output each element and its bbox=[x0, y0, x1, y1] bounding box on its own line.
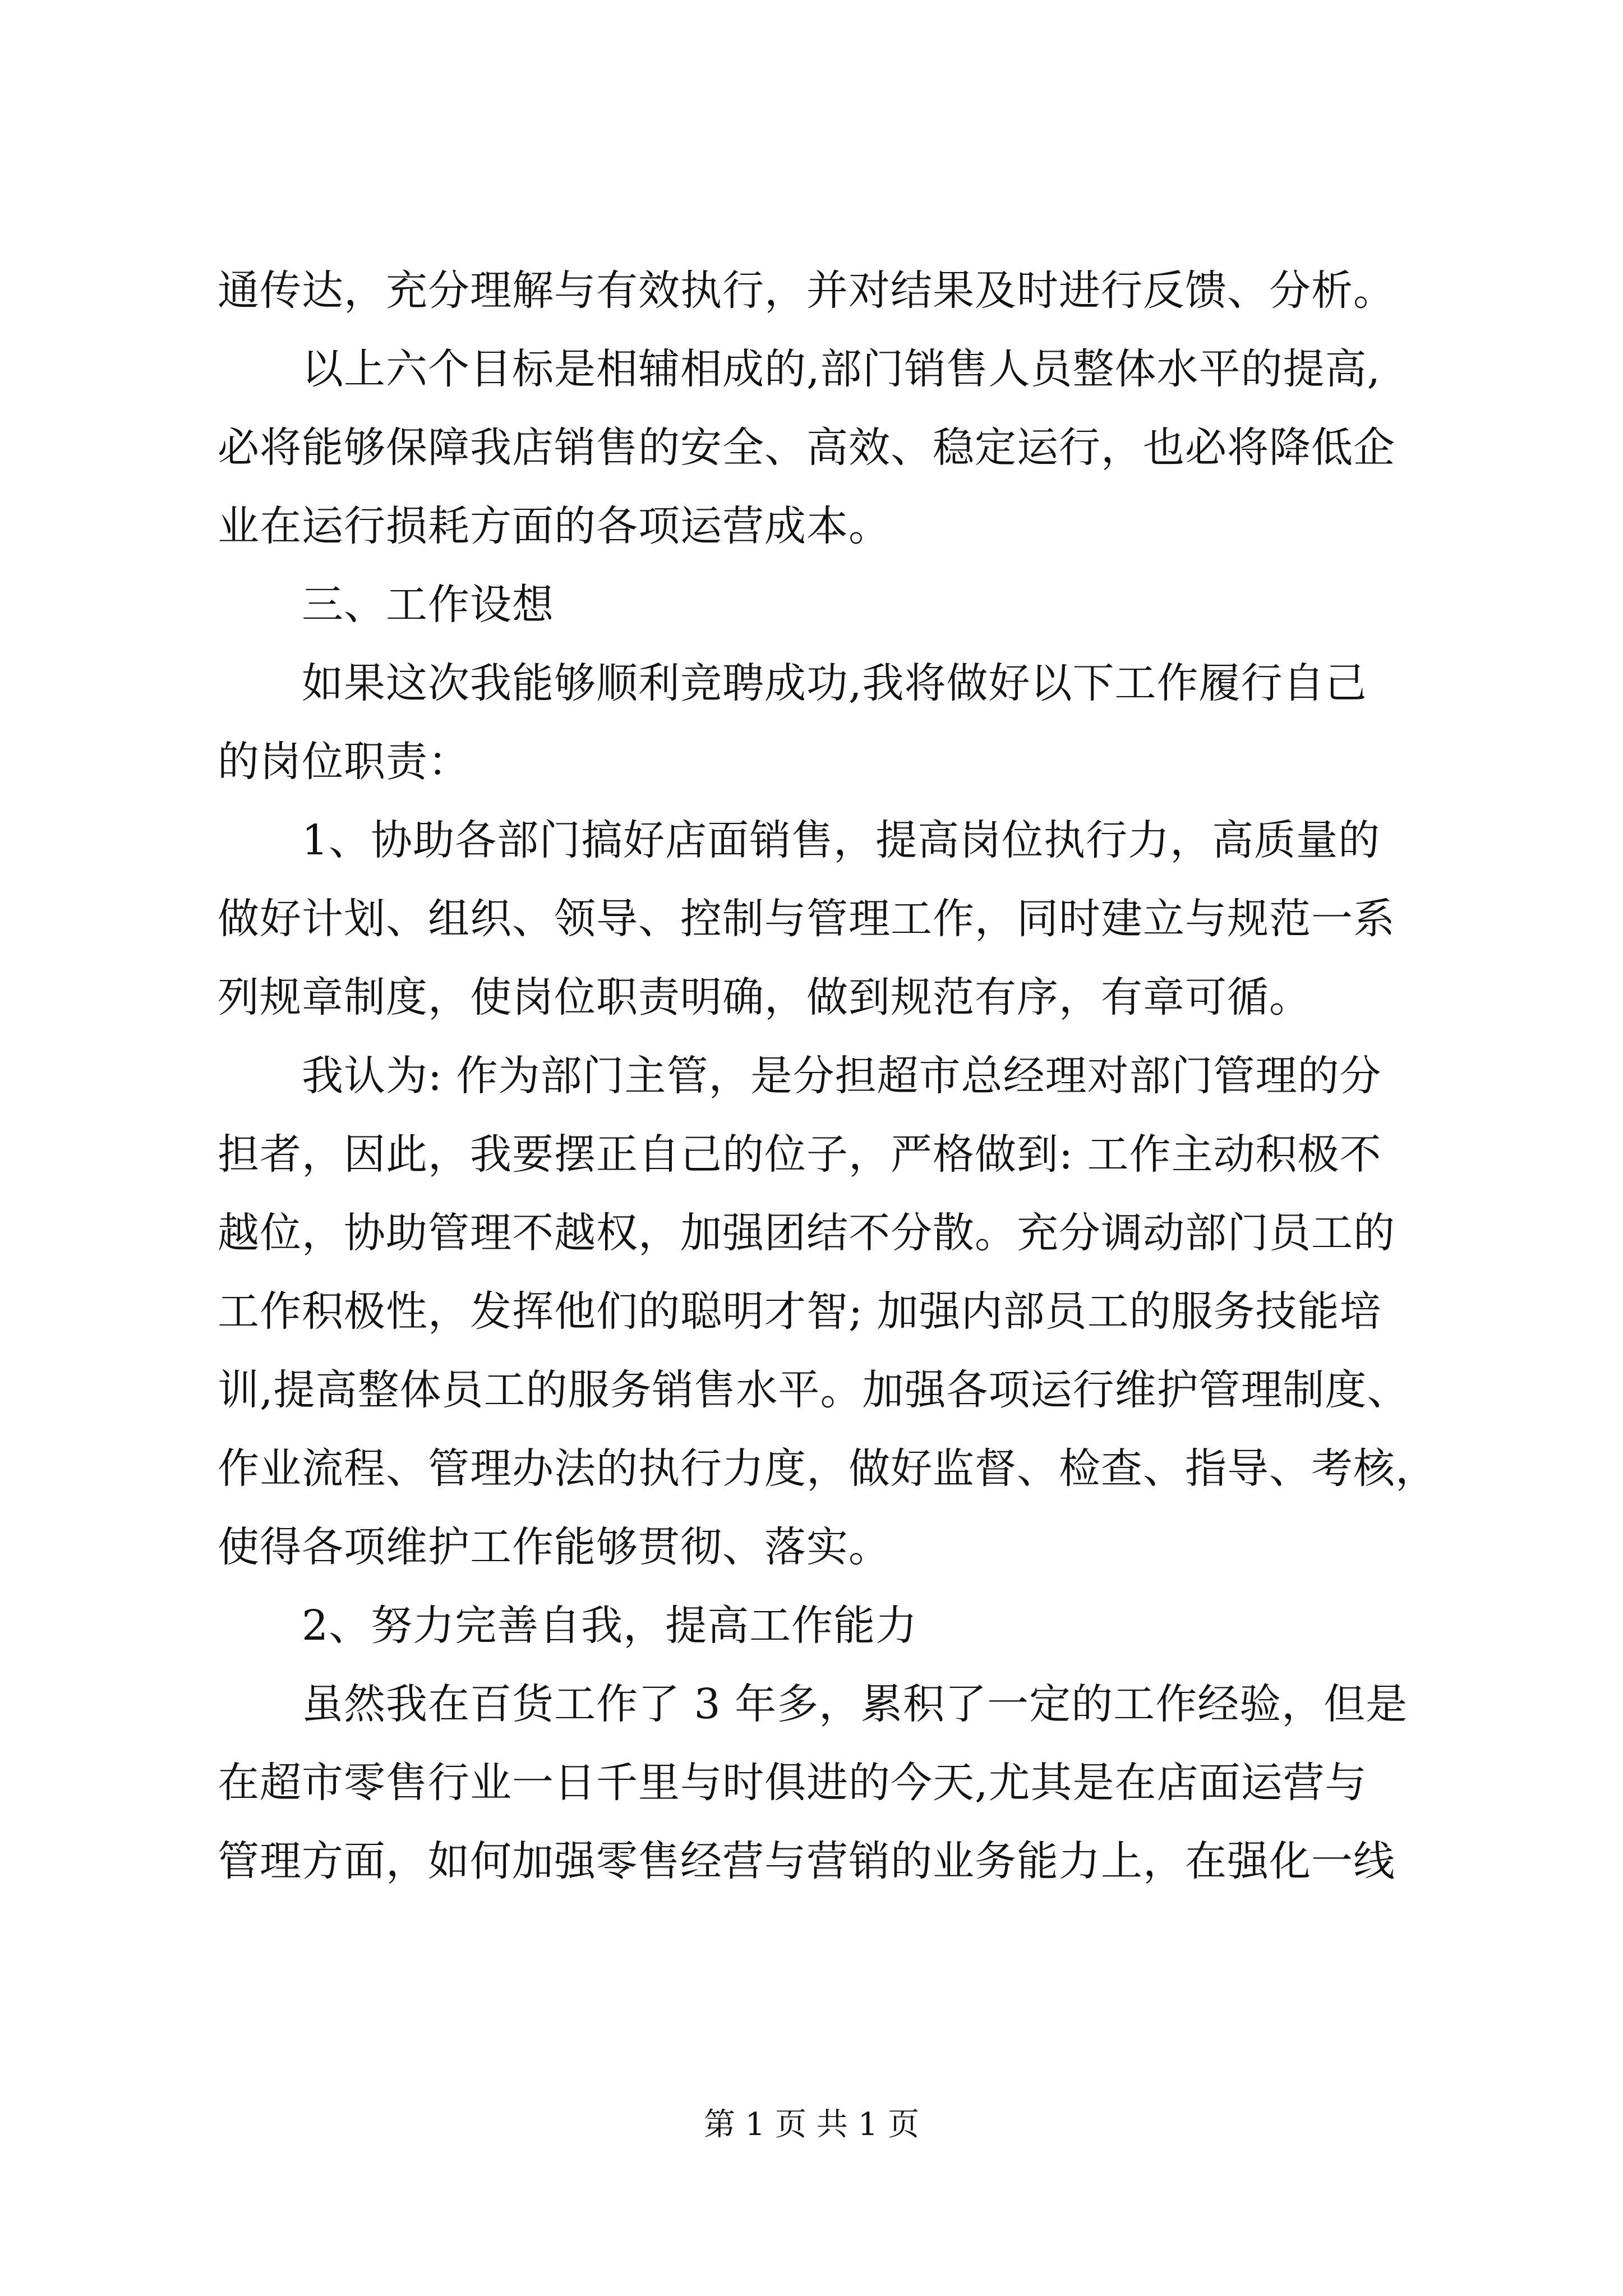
section-heading: 2、努力完善自我，提高工作能力 bbox=[302, 1602, 918, 1650]
text-line: 工作积极性，发挥他们的聪明才智; 加强内部员工的服务技能培 bbox=[218, 1287, 1382, 1336]
text-line: 列规章制度，使岗位职责明确，做到规范有序，有章可循。 bbox=[218, 973, 1311, 1022]
text-line: 越位，协助管理不越权，加强团结不分散。充分调动部门员工的 bbox=[218, 1209, 1395, 1257]
text-line: 作业流程、管理办法的执行力度，做好监督、检查、指导、考核， bbox=[218, 1444, 1437, 1493]
text-line: 如果这次我能够顺利竞聘成功,我将做好以下工作履行自己 bbox=[302, 659, 1367, 707]
text-line: 的岗位职责： bbox=[218, 738, 470, 786]
text-line: 虽然我在百货工作了 3 年多，累积了一定的工作经验，但是 bbox=[302, 1680, 1408, 1728]
text-line: 管理方面，如何加强零售经营与营销的业务能力上，在强化一线 bbox=[218, 1837, 1395, 1885]
text-line: 我认为: 作为部门主管，是分担超市总经理对部门管理的分 bbox=[302, 1052, 1382, 1100]
text-line: 在超市零售行业一日千里与时俱进的今天,尤其是在店面运营与 bbox=[218, 1759, 1367, 1807]
text-line: 必将能够保障我店销售的安全、高效、稳定运行，也必将降低企 bbox=[218, 424, 1395, 472]
text-line: 1、协助各部门搞好店面销售，提高岗位执行力，高质量的 bbox=[302, 816, 1381, 864]
text-line: 使得各项维护工作能够贯彻、落实。 bbox=[218, 1523, 891, 1571]
document-body bbox=[218, 251, 1437, 1901]
page-number-footer: 第 1 页 共 1 页 bbox=[703, 2106, 920, 2143]
text-line: 做好计划、组织、领导、控制与管理工作，同时建立与规范一系 bbox=[218, 895, 1395, 943]
section-heading: 三、工作设想 bbox=[302, 581, 554, 629]
text-line: 训,提高整体员工的服务销售水平。加强各项运行维护管理制度、 bbox=[218, 1366, 1409, 1414]
text-line: 业在运行损耗方面的各项运营成本。 bbox=[218, 502, 891, 550]
text-line: 通传达，充分理解与有效执行，并对结果及时进行反馈、分析。 bbox=[218, 266, 1395, 315]
text-line: 担者，因此，我要摆正自己的位子，严格做到: 工作主动积极不 bbox=[218, 1130, 1382, 1179]
text-line: 以上六个目标是相辅相成的,部门销售人员整体水平的提高, bbox=[302, 345, 1381, 393]
